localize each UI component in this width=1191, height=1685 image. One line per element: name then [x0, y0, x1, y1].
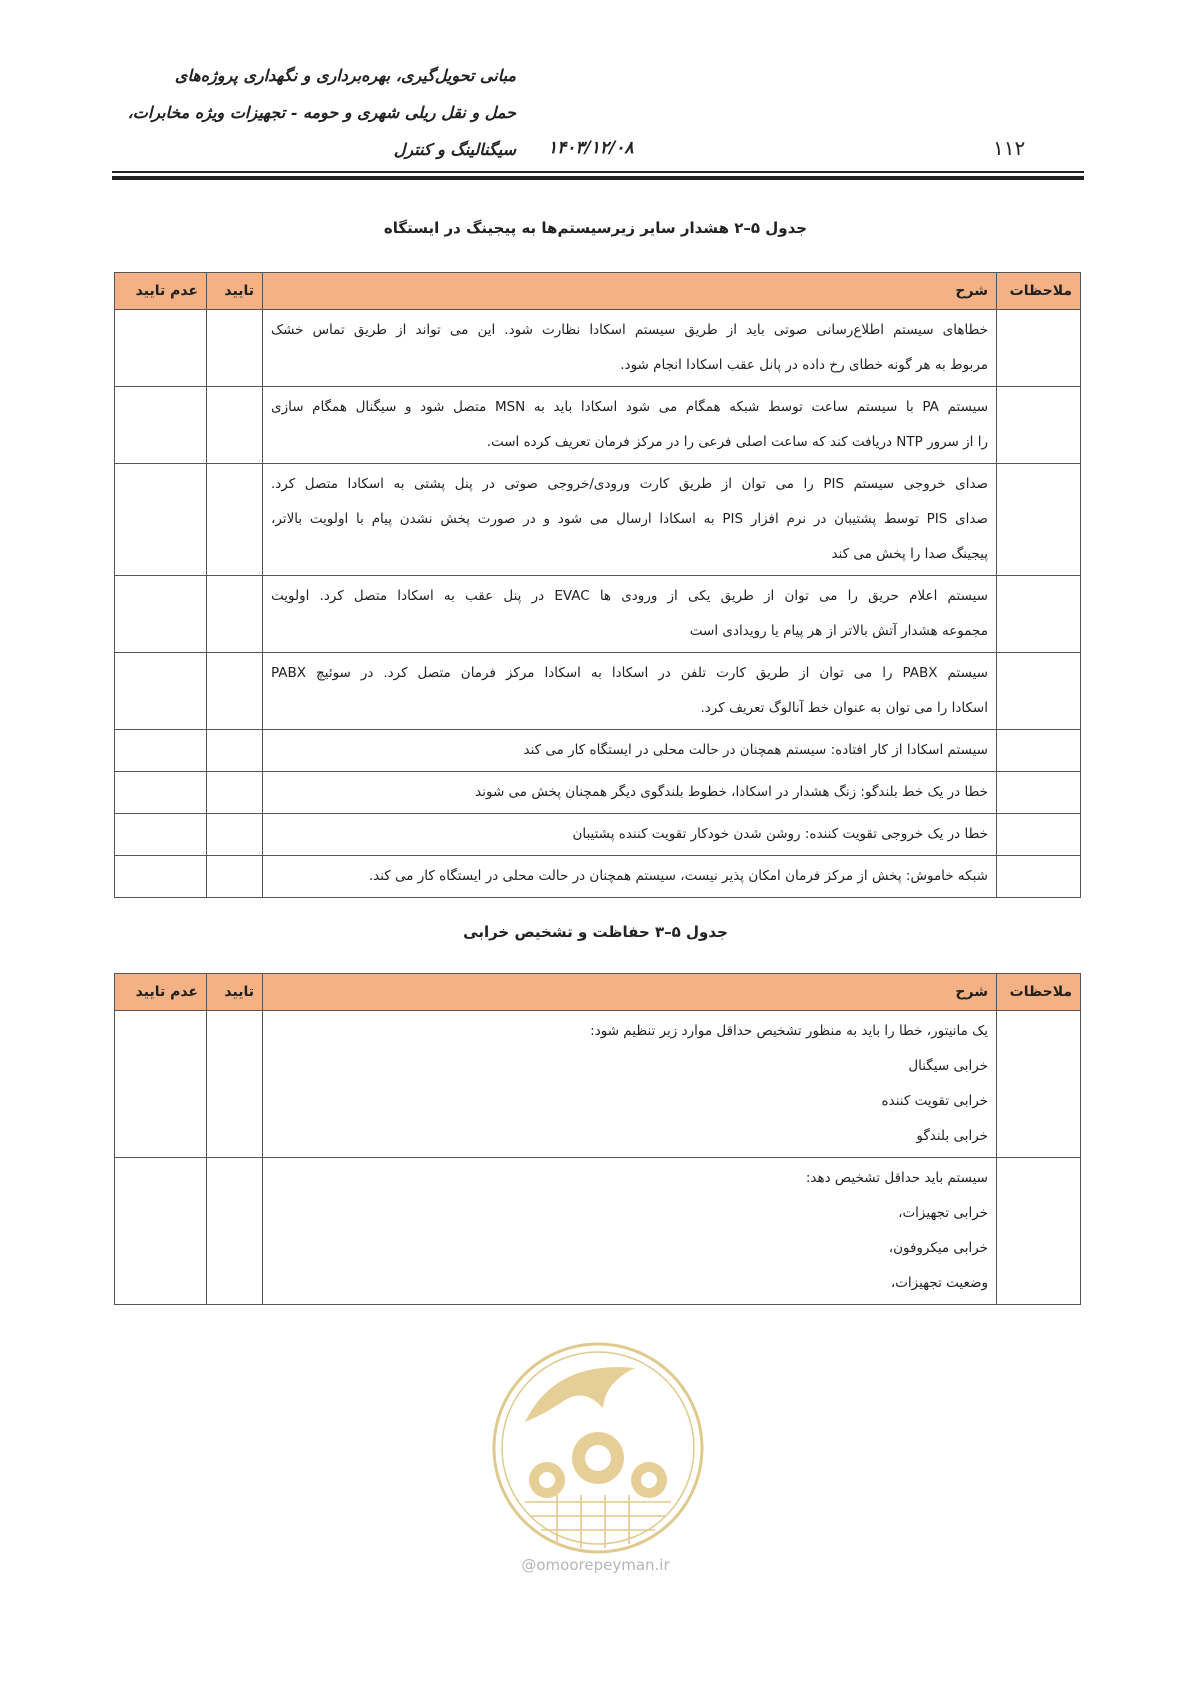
- description-line: شبکه خاموش: پخش از مرکز فرمان امکان پذیر نیست، سیستم همچنان در حالت محلی در ایستگاه کار می کند.: [368, 868, 988, 884]
- reject-cell[interactable]: [115, 464, 207, 576]
- description-line: خطا در یک خط بلندگو: زنگ هشدار در اسکادا، خطوط بلندگوی دیگر همچنان پخش می شوند: [475, 784, 988, 800]
- description-cell: [263, 814, 997, 856]
- table1-header-row: [115, 273, 1081, 310]
- col-description-header: شرح: [263, 974, 997, 1011]
- reject-cell[interactable]: [115, 653, 207, 730]
- header-title-line-1: مبانی تحویل‌گیری، بهره‌برداری و نگهداری پروژه‌های: [174, 66, 516, 85]
- description-line: صدای خروجی سیستم PIS را می توان از طریق کارت ورودی/خروجی صوتی در پنل پشتی به اسکادا متصل کرد.: [271, 476, 989, 492]
- description-cell: [263, 653, 997, 730]
- approve-cell[interactable]: [207, 814, 263, 856]
- watermark-logo: [485, 1330, 711, 1576]
- description-line: خرابی بلندگو: [916, 1128, 988, 1144]
- watermark-url: @omoorepeyman.ir: [521, 1556, 670, 1574]
- header-rule-thin: [112, 171, 1084, 173]
- fault-detection-table: [114, 973, 1081, 1305]
- approve-cell[interactable]: [207, 856, 263, 898]
- header-title-line-2: حمل و نقل ریلی شهری و حومه - تجهیزات ویژه مخابرات،: [127, 103, 516, 122]
- approve-cell[interactable]: [207, 772, 263, 814]
- description-line: سیستم PABX را می توان از طریق کارت تلفن در اسکادا به اسکادا مرکز فرمان متصل کرد. در سوئیچ PABX: [271, 665, 988, 681]
- page-number: ۱۱۲: [993, 136, 1026, 160]
- table-row: [115, 730, 1081, 772]
- description-line: خطاهای سیستم اطلاع‌رسانی صوتی باید از طریق سیستم اسکادا نظارت شود. این می تواند از طریق تماس خشک: [271, 322, 988, 338]
- description-line: مربوط به هر گونه خطای رخ داده در پانل عقب اسکادا انجام شود.: [620, 357, 988, 373]
- table-row: [115, 856, 1081, 898]
- table-row: [115, 464, 1081, 576]
- remarks-cell[interactable]: [997, 772, 1081, 814]
- header-title-line-3: سیگنالینگ و کنترل: [393, 140, 516, 159]
- table-row: [115, 772, 1081, 814]
- table-row: [115, 653, 1081, 730]
- col-approve-header: تایید: [207, 974, 263, 1011]
- description-line: مجموعه هشدار آتش بالاتر از هر پیام یا رویدادی است: [689, 623, 988, 639]
- reject-cell[interactable]: [115, 814, 207, 856]
- description-line: سیستم اسکادا از کار افتاده: سیستم همچنان در حالت محلی در ایستگاه کار می کند: [523, 742, 988, 758]
- approve-cell[interactable]: [207, 1011, 263, 1158]
- description-cell: [263, 856, 997, 898]
- header-rule-thick: [112, 176, 1084, 180]
- remarks-cell[interactable]: [997, 814, 1081, 856]
- table-row: [115, 387, 1081, 464]
- description-line: خرابی تجهیزات،: [898, 1205, 988, 1221]
- col-reject-header: عدم تایید: [115, 974, 207, 1011]
- description-line: خرابی سیگنال: [908, 1058, 988, 1074]
- approve-cell[interactable]: [207, 1158, 263, 1305]
- table-row: [115, 814, 1081, 856]
- reject-cell[interactable]: [115, 730, 207, 772]
- description-cell: [263, 1158, 997, 1305]
- table2-header-row: [115, 974, 1081, 1011]
- description-line: خرابی میکروفون،: [888, 1240, 988, 1256]
- col-remarks-header: ملاحظات: [997, 273, 1081, 310]
- remarks-cell[interactable]: [997, 856, 1081, 898]
- reject-cell[interactable]: [115, 772, 207, 814]
- description-cell: [263, 576, 997, 653]
- approve-cell[interactable]: [207, 310, 263, 387]
- description-line: یک مانیتور، خطا را باید به منظور تشخیص حداقل موارد زیر تنظیم شود:: [590, 1023, 988, 1039]
- description-cell: [263, 310, 997, 387]
- reject-cell[interactable]: [115, 310, 207, 387]
- remarks-cell[interactable]: [997, 387, 1081, 464]
- remarks-cell[interactable]: [997, 1011, 1081, 1158]
- table-row: [115, 1158, 1081, 1305]
- description-line: سیستم اعلام حریق را می توان از طریق یکی از ورودی ها EVAC در پنل عقب به اسکادا متصل کرد. اولویت: [271, 588, 988, 604]
- remarks-cell[interactable]: [997, 576, 1081, 653]
- remarks-cell[interactable]: [997, 464, 1081, 576]
- description-line: خطا در یک خروجی تقویت کننده: روشن شدن خودکار تقویت کننده پشتیبان: [572, 826, 988, 842]
- description-cell: [263, 772, 997, 814]
- reject-cell[interactable]: [115, 856, 207, 898]
- remarks-cell[interactable]: [997, 310, 1081, 387]
- approve-cell[interactable]: [207, 387, 263, 464]
- description-line: صدای PIS توسط پشتیبان در نرم افزار PIS به اسکادا ارسال می شود و در صورت پخش نشدن پیام با اولویت بالاتر،: [271, 511, 988, 527]
- table-row: [115, 1011, 1081, 1158]
- alarm-table: [114, 272, 1081, 898]
- header-date: ۱۴۰۳/۱۲/۰۸: [548, 138, 634, 158]
- description-line: سیستم PA با سیستم ساعت توسط شبکه همگام می شود اسکادا باید به MSN متصل شود و سیگنال همگام سازی: [271, 399, 989, 415]
- remarks-cell[interactable]: [997, 1158, 1081, 1305]
- reject-cell[interactable]: [115, 387, 207, 464]
- col-reject-header: عدم تایید: [115, 273, 207, 310]
- page-header: [0, 0, 1191, 190]
- description-line: را از سرور NTP دریافت کند که ساعت اصلی فرعی را در مرکز فرمان تعریف کرده است.: [486, 434, 988, 450]
- description-line: سیستم باید حداقل تشخیص دهد:: [805, 1170, 988, 1186]
- description-line: وضعیت تجهیزات،: [890, 1275, 988, 1291]
- table-row: [115, 576, 1081, 653]
- reject-cell[interactable]: [115, 576, 207, 653]
- approve-cell[interactable]: [207, 464, 263, 576]
- remarks-cell[interactable]: [997, 730, 1081, 772]
- description-line: پیجینگ صدا را پخش می کند: [831, 546, 988, 562]
- table1-caption: جدول ۵–۲ هشدار سایر زیرسیستم‌ها به پیجینگ در ایستگاه: [383, 219, 808, 237]
- description-cell: [263, 464, 997, 576]
- description-cell: [263, 730, 997, 772]
- description-line: اسکادا را می توان به عنوان خط آنالوگ تعریف کرد.: [700, 700, 988, 716]
- reject-cell[interactable]: [115, 1011, 207, 1158]
- col-approve-header: تایید: [207, 273, 263, 310]
- reject-cell[interactable]: [115, 1158, 207, 1305]
- col-description-header: شرح: [263, 273, 997, 310]
- col-remarks-header: ملاحظات: [997, 974, 1081, 1011]
- description-cell: [263, 387, 997, 464]
- description-cell: [263, 1011, 997, 1158]
- description-line: خرابی تقویت کننده: [881, 1093, 988, 1109]
- approve-cell[interactable]: [207, 653, 263, 730]
- table2-caption: جدول ۵–۳ حفاظت و تشخیص خرابی: [463, 923, 728, 941]
- remarks-cell[interactable]: [997, 653, 1081, 730]
- approve-cell[interactable]: [207, 730, 263, 772]
- approve-cell[interactable]: [207, 576, 263, 653]
- table-row: [115, 310, 1081, 387]
